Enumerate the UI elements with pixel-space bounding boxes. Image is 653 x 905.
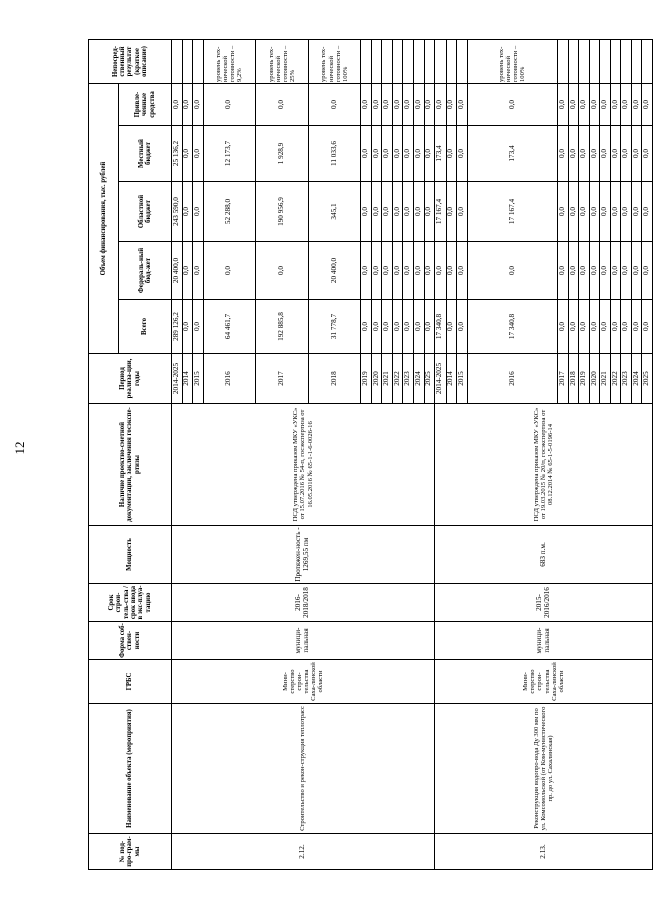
cell-result — [568, 40, 579, 84]
header-local: Местный бюджет — [119, 126, 172, 182]
cell-regional: 0,0 — [403, 182, 414, 242]
cell-total: 289 126,2 — [172, 300, 183, 354]
cell-period: 2022 — [392, 354, 403, 404]
table-row — [172, 40, 183, 870]
cell-result: уровень тех-нической готовности – 100% — [308, 40, 361, 84]
cell-regional: 0,0 — [182, 182, 193, 242]
cell-attracted: 0,0 — [621, 84, 632, 126]
header-ownership: Форма соб-ствен-ности — [89, 622, 172, 660]
project-num: 2.13. — [435, 834, 653, 870]
cell-result — [382, 40, 393, 84]
cell-total: 0,0 — [621, 300, 632, 354]
project-term: 2015-2016/2016 — [435, 584, 653, 622]
cell-result: уровень тех-нической готовности – 100% — [467, 40, 558, 84]
cell-result — [631, 40, 642, 84]
cell-attracted: 0,0 — [589, 84, 600, 126]
cell-local: 0,0 — [446, 126, 457, 182]
header-funding-group: Объем финансирования, тыс. рублей — [89, 84, 119, 354]
cell-total: 0,0 — [558, 300, 569, 354]
cell-period: 2014 — [182, 354, 193, 404]
cell-total: 0,0 — [589, 300, 600, 354]
cell-local: 0,0 — [182, 126, 193, 182]
cell-attracted: 0,0 — [435, 84, 447, 126]
cell-total: 0,0 — [193, 300, 204, 354]
cell-federal: 0,0 — [193, 242, 204, 300]
cell-period: 2018 — [568, 354, 579, 404]
cell-federal: 0,0 — [610, 242, 621, 300]
header-num: № под-про-грам-мы — [89, 834, 172, 870]
cell-period: 2016 — [203, 354, 256, 404]
cell-total: 0,0 — [579, 300, 590, 354]
cell-federal: 0,0 — [361, 242, 372, 300]
cell-federal: 0,0 — [457, 242, 468, 300]
cell-result — [371, 40, 382, 84]
cell-federal: 0,0 — [589, 242, 600, 300]
cell-federal: 0,0 — [424, 242, 435, 300]
rotated-table-container — [88, 40, 653, 870]
project-capacity: Протяжен-ность - 1269,55 пм — [172, 526, 435, 584]
cell-period: 2024 — [414, 354, 425, 404]
project-name: Реконструкция водопро-вода Ду 300 мм по ул. Комсомольской (от Ком-мунистического пр. до ул. Сахалинская) — [435, 704, 653, 834]
cell-regional: 0,0 — [361, 182, 372, 242]
cell-result — [446, 40, 457, 84]
cell-result — [182, 40, 193, 84]
cell-regional: 0,0 — [558, 182, 569, 242]
cell-regional: 0,0 — [621, 182, 632, 242]
header-design-doc: Наличие проектно-сметной документации, заключения госэкспе-ртизы — [89, 404, 172, 526]
cell-regional: 0,0 — [424, 182, 435, 242]
cell-result — [610, 40, 621, 84]
cell-attracted: 0,0 — [467, 84, 558, 126]
cell-period: 2014-2025 — [435, 354, 447, 404]
cell-federal: 0,0 — [371, 242, 382, 300]
cell-attracted: 0,0 — [457, 84, 468, 126]
cell-result — [457, 40, 468, 84]
cell-total: 17 340,8 — [467, 300, 558, 354]
cell-result — [193, 40, 204, 84]
cell-local: 0,0 — [621, 126, 632, 182]
cell-attracted: 0,0 — [361, 84, 372, 126]
cell-federal: 0,0 — [446, 242, 457, 300]
cell-result — [172, 40, 183, 84]
cell-local: 12 173,7 — [203, 126, 256, 182]
cell-period: 2025 — [424, 354, 435, 404]
project-design-doc: ПСД утверждена приказом МКУ «УКС» от 15.07.2016 № 54-п, госэкспертиза от 16.05.2016 № 65-1-1-6-0026-16 — [172, 404, 435, 526]
header-term: Срок строи-тель-ства / срок ввода в экс-плуа-тацию — [89, 584, 172, 622]
cell-regional: 0,0 — [371, 182, 382, 242]
cell-period: 2019 — [361, 354, 372, 404]
cell-federal: 0,0 — [435, 242, 447, 300]
cell-regional: 17 167,4 — [467, 182, 558, 242]
cell-federal: 0,0 — [414, 242, 425, 300]
cell-local: 0,0 — [414, 126, 425, 182]
cell-federal: 0,0 — [600, 242, 611, 300]
cell-regional: 0,0 — [600, 182, 611, 242]
cell-attracted: 0,0 — [631, 84, 642, 126]
project-term: 2016-2018/2018 — [172, 584, 435, 622]
cell-period: 2015 — [193, 354, 204, 404]
cell-regional: 0,0 — [642, 182, 653, 242]
cell-period: 2017 — [558, 354, 569, 404]
cell-period: 2020 — [589, 354, 600, 404]
header-name: Наименование объекта (мероприятия) — [89, 704, 172, 834]
project-grbs: Мини-стерство строи-тельства Саха-линской области — [435, 660, 653, 704]
cell-total: 31 778,7 — [308, 300, 361, 354]
header-regional: Областной бюджет — [119, 182, 172, 242]
cell-total: 0,0 — [568, 300, 579, 354]
cell-period: 2022 — [610, 354, 621, 404]
cell-result — [424, 40, 435, 84]
project-ownership: муници-пальная — [172, 622, 435, 660]
cell-period: 2020 — [371, 354, 382, 404]
cell-regional: 0,0 — [568, 182, 579, 242]
cell-regional: 17 167,4 — [435, 182, 447, 242]
cell-attracted: 0,0 — [642, 84, 653, 126]
cell-period: 2025 — [642, 354, 653, 404]
cell-regional: 0,0 — [193, 182, 204, 242]
cell-local: 0,0 — [631, 126, 642, 182]
cell-result — [600, 40, 611, 84]
cell-federal: 0,0 — [467, 242, 558, 300]
cell-attracted: 0,0 — [256, 84, 309, 126]
cell-period: 2019 — [579, 354, 590, 404]
cell-attracted: 0,0 — [193, 84, 204, 126]
header-attracted: Привле-ченные средства — [119, 84, 172, 126]
cell-total: 0,0 — [631, 300, 642, 354]
cell-attracted: 0,0 — [403, 84, 414, 126]
header-capacity: Мощность — [89, 526, 172, 584]
cell-local: 0,0 — [568, 126, 579, 182]
cell-federal: 20 400,0 — [172, 242, 183, 300]
cell-result — [392, 40, 403, 84]
cell-total: 0,0 — [403, 300, 414, 354]
cell-regional: 0,0 — [579, 182, 590, 242]
cell-regional: 0,0 — [414, 182, 425, 242]
cell-regional: 243 590,0 — [172, 182, 183, 242]
project-grbs: Мини-стерство строи-тельства Саха-линской области — [172, 660, 435, 704]
cell-period: 2023 — [403, 354, 414, 404]
cell-local: 0,0 — [457, 126, 468, 182]
cell-federal: 0,0 — [256, 242, 309, 300]
cell-total: 0,0 — [414, 300, 425, 354]
cell-total: 0,0 — [382, 300, 393, 354]
cell-total: 0,0 — [610, 300, 621, 354]
header-federal: Федераль-ный бюд-жет — [119, 242, 172, 300]
cell-result — [361, 40, 372, 84]
table-row — [435, 40, 447, 870]
cell-attracted: 0,0 — [568, 84, 579, 126]
cell-local: 0,0 — [589, 126, 600, 182]
cell-local: 0,0 — [361, 126, 372, 182]
cell-total: 0,0 — [392, 300, 403, 354]
cell-result — [589, 40, 600, 84]
cell-federal: 0,0 — [642, 242, 653, 300]
cell-federal: 0,0 — [631, 242, 642, 300]
project-capacity: 683 п.м. — [435, 526, 653, 584]
cell-attracted: 0,0 — [424, 84, 435, 126]
cell-period: 2016 — [467, 354, 558, 404]
program-table — [88, 39, 653, 870]
cell-federal: 0,0 — [403, 242, 414, 300]
cell-period: 2023 — [621, 354, 632, 404]
cell-local: 1 928,9 — [256, 126, 309, 182]
cell-period: 2014 — [446, 354, 457, 404]
cell-total: 0,0 — [361, 300, 372, 354]
cell-local: 173,4 — [467, 126, 558, 182]
header-period: Период реализа-ции, годы — [89, 354, 172, 404]
cell-attracted: 0,0 — [579, 84, 590, 126]
cell-total: 0,0 — [424, 300, 435, 354]
cell-period: 2018 — [308, 354, 361, 404]
cell-total: 0,0 — [600, 300, 611, 354]
cell-federal: 0,0 — [392, 242, 403, 300]
cell-local: 0,0 — [579, 126, 590, 182]
cell-local: 11 033,6 — [308, 126, 361, 182]
cell-period: 2021 — [382, 354, 393, 404]
cell-local: 173,4 — [435, 126, 447, 182]
header-total: Всего — [119, 300, 172, 354]
cell-result — [414, 40, 425, 84]
cell-attracted: 0,0 — [371, 84, 382, 126]
header-result: Непосред-ственный результат (краткое описание) — [89, 40, 172, 84]
cell-attracted: 0,0 — [558, 84, 569, 126]
cell-result — [403, 40, 414, 84]
cell-total: 17 340,8 — [435, 300, 447, 354]
cell-total: 0,0 — [457, 300, 468, 354]
cell-total: 0,0 — [182, 300, 193, 354]
cell-result — [558, 40, 569, 84]
cell-attracted: 0,0 — [414, 84, 425, 126]
cell-federal: 20 400,0 — [308, 242, 361, 300]
cell-local: 0,0 — [424, 126, 435, 182]
cell-local: 25 136,2 — [172, 126, 183, 182]
cell-local: 0,0 — [600, 126, 611, 182]
cell-total: 0,0 — [446, 300, 457, 354]
cell-attracted: 0,0 — [446, 84, 457, 126]
cell-total: 0,0 — [642, 300, 653, 354]
cell-regional: 0,0 — [631, 182, 642, 242]
project-name: Строительство и рекон-струкция теплотрасс — [172, 704, 435, 834]
cell-result: уровень тех-нической готовности – 9,2% — [203, 40, 256, 84]
cell-period: 2015 — [457, 354, 468, 404]
cell-result: уровень тех-нической готовности – 25% — [256, 40, 309, 84]
cell-federal: 0,0 — [182, 242, 193, 300]
cell-result — [621, 40, 632, 84]
cell-attracted: 0,0 — [382, 84, 393, 126]
page-number: 12 — [12, 441, 27, 455]
cell-local: 0,0 — [403, 126, 414, 182]
cell-total: 0,0 — [371, 300, 382, 354]
cell-total: 64 461,7 — [203, 300, 256, 354]
cell-attracted: 0,0 — [203, 84, 256, 126]
cell-local: 0,0 — [642, 126, 653, 182]
cell-federal: 0,0 — [579, 242, 590, 300]
project-ownership: муници-пальная — [435, 622, 653, 660]
cell-regional: 0,0 — [382, 182, 393, 242]
cell-federal: 0,0 — [558, 242, 569, 300]
header-grbs: ГРБС — [89, 660, 172, 704]
cell-federal: 0,0 — [382, 242, 393, 300]
cell-regional: 52 288,0 — [203, 182, 256, 242]
project-num: 2.12. — [172, 834, 435, 870]
cell-regional: 0,0 — [446, 182, 457, 242]
cell-result — [642, 40, 653, 84]
cell-result — [579, 40, 590, 84]
cell-local: 0,0 — [558, 126, 569, 182]
cell-local: 0,0 — [610, 126, 621, 182]
cell-federal: 0,0 — [621, 242, 632, 300]
cell-attracted: 0,0 — [600, 84, 611, 126]
cell-regional: 0,0 — [610, 182, 621, 242]
cell-federal: 0,0 — [203, 242, 256, 300]
cell-result — [435, 40, 447, 84]
cell-attracted: 0,0 — [182, 84, 193, 126]
cell-attracted: 0,0 — [308, 84, 361, 126]
cell-local: 0,0 — [382, 126, 393, 182]
cell-period: 2017 — [256, 354, 309, 404]
cell-attracted: 0,0 — [610, 84, 621, 126]
header-row-1 — [89, 40, 119, 870]
cell-attracted: 0,0 — [392, 84, 403, 126]
table-body — [172, 40, 653, 870]
cell-period: 2024 — [631, 354, 642, 404]
cell-regional: 190 956,9 — [256, 182, 309, 242]
cell-regional: 0,0 — [589, 182, 600, 242]
cell-local: 0,0 — [193, 126, 204, 182]
cell-regional: 345,1 — [308, 182, 361, 242]
cell-federal: 0,0 — [568, 242, 579, 300]
cell-regional: 0,0 — [392, 182, 403, 242]
cell-period: 2014-2025 — [172, 354, 183, 404]
cell-regional: 0,0 — [457, 182, 468, 242]
cell-period: 2021 — [600, 354, 611, 404]
cell-total: 192 885,8 — [256, 300, 309, 354]
cell-local: 0,0 — [371, 126, 382, 182]
cell-attracted: 0,0 — [172, 84, 183, 126]
cell-local: 0,0 — [392, 126, 403, 182]
project-design-doc: ПСД утверждена приказом МКУ «УКС» от 19.03.2015 № 20/п, госэкспертиза от 08.12.2014 № 65-1-5-0196-14 — [435, 404, 653, 526]
